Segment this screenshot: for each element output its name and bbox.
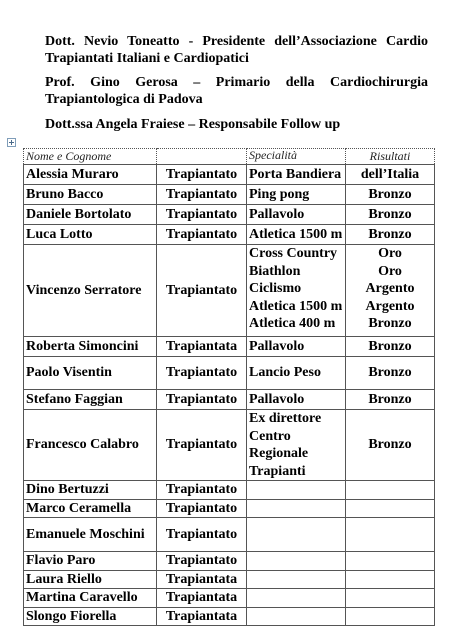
cell-name: Dino Bertuzzi xyxy=(24,481,157,500)
speciality-line: Regionale xyxy=(249,446,309,461)
speciality-line: Ping pong xyxy=(249,186,310,202)
cell-status: Trapiantato xyxy=(157,390,247,410)
cell-speciality xyxy=(247,337,346,357)
cell-speciality xyxy=(247,589,346,608)
result-line: Bronzo xyxy=(368,338,412,354)
cell-name: Vincenzo Serratore xyxy=(24,245,157,337)
athletes-table xyxy=(23,148,435,626)
cell-status: Trapiantato xyxy=(157,165,247,185)
cell-speciality xyxy=(247,410,346,481)
speciality-line: Biathlon xyxy=(249,263,301,279)
cell-name: Marco Ceramella xyxy=(24,499,157,518)
cell-name: Francesco Calabro xyxy=(24,410,157,481)
speciality-line: Centro xyxy=(249,428,291,444)
table-row xyxy=(24,607,435,626)
speciality-line: Ex direttore xyxy=(249,411,322,426)
cell-name: Martina Caravello xyxy=(24,589,157,608)
cell-result xyxy=(346,390,435,410)
cell-result xyxy=(346,337,435,357)
cell-status: Trapiantata xyxy=(157,607,247,626)
cell-result xyxy=(346,607,435,626)
cell-result xyxy=(346,499,435,518)
cell-result xyxy=(346,245,435,337)
cell-status: Trapiantata xyxy=(157,589,247,608)
result-line: Argento xyxy=(365,298,415,314)
table-row xyxy=(24,410,435,481)
cell-speciality xyxy=(247,499,346,518)
cell-name: Emanuele Moschini xyxy=(24,518,157,552)
intro-block xyxy=(45,33,428,140)
result-line: Bronzo xyxy=(368,186,412,202)
table-row xyxy=(24,552,435,571)
header-name: Nome e Cognome xyxy=(24,149,157,165)
table-row xyxy=(24,357,435,390)
speciality-line: Atletica 1500 m xyxy=(249,226,343,242)
intro-paragraph-toneatto: Dott. Nevio Toneatto - Presidente dell’Associazione Cardio Trapiantati Italiani e Cardiopatici xyxy=(45,34,428,66)
intro-paragraph-gerosa: Prof. Gino Gerosa – Primario della Cardiochirurgia Trapiantologica di Padova xyxy=(45,75,428,107)
speciality-line: Pallavolo xyxy=(249,206,305,222)
cell-result xyxy=(346,357,435,390)
table-row xyxy=(24,570,435,589)
table-row xyxy=(24,165,435,185)
result-line: Bronzo xyxy=(368,316,412,331)
cell-speciality xyxy=(247,357,346,390)
speciality-line: Atletica 1500 m xyxy=(249,298,343,314)
cell-status: Trapiantata xyxy=(157,337,247,357)
cell-speciality xyxy=(247,518,346,552)
speciality-line: Pallavolo xyxy=(249,391,305,407)
cell-name: Paolo Visentin xyxy=(24,357,157,390)
result-line: Oro xyxy=(378,263,402,279)
speciality-line: Atletica 400 m xyxy=(249,316,336,331)
result-line: dell’Italia xyxy=(360,166,420,182)
cell-status: Trapiantato xyxy=(157,518,247,552)
table-row xyxy=(24,245,435,337)
cell-result xyxy=(346,410,435,481)
cell-speciality xyxy=(247,205,346,225)
result-line: Argento xyxy=(365,281,415,296)
cell-status: Trapiantato xyxy=(157,225,247,245)
speciality-line: Porta Bandiera xyxy=(249,166,342,182)
header-results: Risultati xyxy=(346,149,435,165)
speciality-line: Pallavolo xyxy=(249,338,305,354)
cell-speciality xyxy=(247,570,346,589)
header-speciality: Specialità xyxy=(247,149,346,165)
cell-status: Trapiantata xyxy=(157,570,247,589)
cell-speciality xyxy=(247,165,346,185)
header-status xyxy=(157,149,247,165)
cell-name: Flavio Paro xyxy=(24,552,157,571)
cell-name: Bruno Bacco xyxy=(24,185,157,205)
cell-result xyxy=(346,165,435,185)
cell-speciality xyxy=(247,390,346,410)
table-move-handle-icon[interactable] xyxy=(7,138,16,147)
cell-result xyxy=(346,589,435,608)
cell-result xyxy=(346,570,435,589)
cell-status: Trapiantato xyxy=(157,481,247,500)
cell-result xyxy=(346,225,435,245)
table-row xyxy=(24,225,435,245)
cell-name: Alessia Muraro xyxy=(24,165,157,185)
result-line: Bronzo xyxy=(368,391,412,407)
table-header-row xyxy=(24,149,435,165)
cell-result xyxy=(346,518,435,552)
result-line: Bronzo xyxy=(368,437,412,453)
cell-name: Luca Lotto xyxy=(24,225,157,245)
cell-status: Trapiantato xyxy=(157,245,247,337)
cell-result xyxy=(346,552,435,571)
cell-speciality xyxy=(247,225,346,245)
result-line: Bronzo xyxy=(368,206,412,222)
table-row xyxy=(24,390,435,410)
cell-result xyxy=(346,481,435,500)
speciality-line: Ciclismo xyxy=(249,281,302,296)
speciality-line: Lancio Peso xyxy=(249,365,321,381)
cell-status: Trapiantato xyxy=(157,499,247,518)
cell-speciality xyxy=(247,245,346,337)
cell-name: Daniele Bortolato xyxy=(24,205,157,225)
cell-status: Trapiantato xyxy=(157,552,247,571)
cell-name: Laura Riello xyxy=(24,570,157,589)
cell-speciality xyxy=(247,552,346,571)
intro-paragraph-fraiese: Dott.ssa Angela Fraiese – Responsabile Follow up xyxy=(45,117,341,132)
cell-status: Trapiantato xyxy=(157,357,247,390)
table-row xyxy=(24,499,435,518)
table-row xyxy=(24,337,435,357)
table-row xyxy=(24,518,435,552)
speciality-line: Trapianti xyxy=(249,463,306,479)
cell-result xyxy=(346,185,435,205)
cell-name: Stefano Faggian xyxy=(24,390,157,410)
cell-speciality xyxy=(247,481,346,500)
cell-result xyxy=(346,205,435,225)
table-row xyxy=(24,481,435,500)
cell-name: Slongo Fiorella xyxy=(24,607,157,626)
cell-status: Trapiantato xyxy=(157,205,247,225)
result-line: Bronzo xyxy=(368,365,412,381)
cell-speciality xyxy=(247,185,346,205)
table-row xyxy=(24,589,435,608)
result-line: Oro xyxy=(378,246,402,261)
table-row xyxy=(24,205,435,225)
result-line: Bronzo xyxy=(368,226,412,242)
table-row xyxy=(24,185,435,205)
cell-status: Trapiantato xyxy=(157,185,247,205)
speciality-line: Cross Country xyxy=(249,246,338,261)
cell-name: Roberta Simoncini xyxy=(24,337,157,357)
cell-status: Trapiantato xyxy=(157,410,247,481)
cell-speciality xyxy=(247,607,346,626)
